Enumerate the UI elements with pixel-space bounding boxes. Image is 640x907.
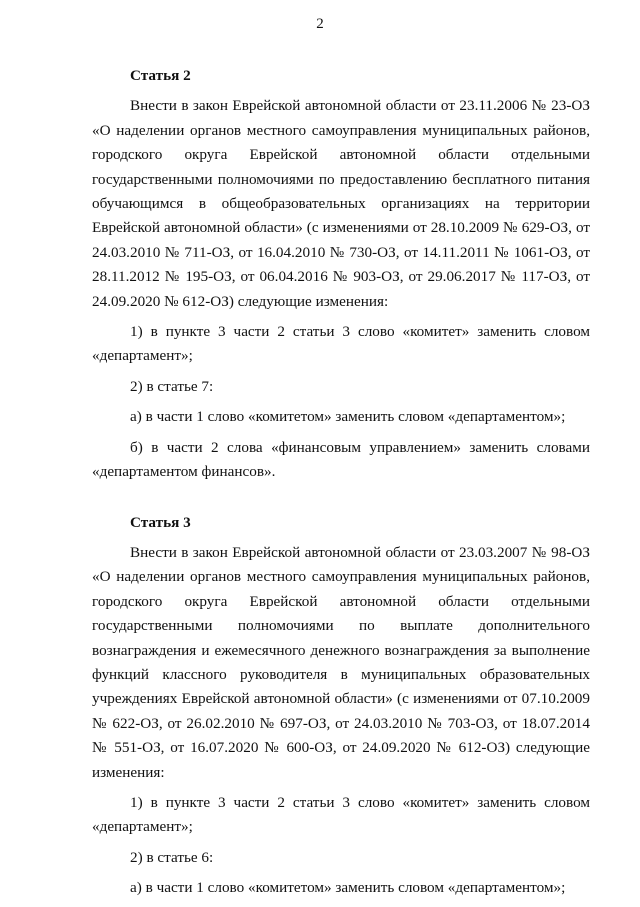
article-2-intro: Внести в закон Еврейской автономной области от 23.11.2006 № 23-ОЗ «О наделении органов местного самоуправления муниципальных районов, городского округа Еврейской автономной области отдельными государственными полномочиями по предоставлению бесплатного питания обучающимся в общеобразовательных организациях на территории Еврейской автономной области» (с изменениями от 28.10.2009 № 629-ОЗ, от 24.03.2010 № 711-ОЗ, от 16.04.2010 № 730-ОЗ, от 14.11.2011 № 1061-ОЗ, от 28.11.2012 № 195-ОЗ, от 06.04.2016 № 903-ОЗ, от 29.06.2017 № 117-ОЗ, от 24.09.2020 № 612-ОЗ) следующие изменения: [92,97,590,310]
article-3-item-1: 1) в пункте 3 части 2 статьи 3 слово «комитет» заменить словом «департамент»; [92,793,590,836]
article-2-item-1: 1) в пункте 3 части 2 статьи 3 слово «комитет» заменить словом «департамент»; [92,323,590,365]
article-2 [92,64,590,485]
section-spacer [92,491,590,511]
article-3 [92,511,590,901]
article-2-heading: Статья 2 [130,67,191,84]
article-2-item-2: 2) в статье 7: [130,377,214,395]
document-body [92,64,590,907]
article-3-item-2a: а) в части 1 слово «комитетом» заменить словом «департаментом»; [130,879,566,897]
article-2-item-2a: а) в части 1 слово «комитетом» заменить словом «департаментом»; [130,408,566,426]
article-3-intro: Внести в закон Еврейской автономной области от 23.03.2007 № 98-ОЗ «О наделении органов местного самоуправления муниципальных районов, городского округа Еврейской автономной области отдельными государственными полномочиями по выплате дополнительного вознаграждения и ежемесячного денежного вознаграждения за выполнение функций классного руководителя в муниципальных образовательных учреждениях Еврейской автономной области» (с изменениями от 07.10.2009 № 622-ОЗ, от 26.02.2010 № 697-ОЗ, от 24.03.2010 № 703-ОЗ, от 18.07.2014 № 551-ОЗ, от 16.07.2020 № 600-ОЗ, от 24.09.2020 № 612-ОЗ) следующие изменения: [92,543,590,781]
article-2-item-2b: б) в части 2 слова «финансовым управлением» заменить словами «департаментом финансов». [92,438,590,481]
page-number: 2 [316,16,324,32]
article-3-item-2: 2) в статье 6: [130,848,214,866]
article-3-heading: Статья 3 [130,513,191,531]
